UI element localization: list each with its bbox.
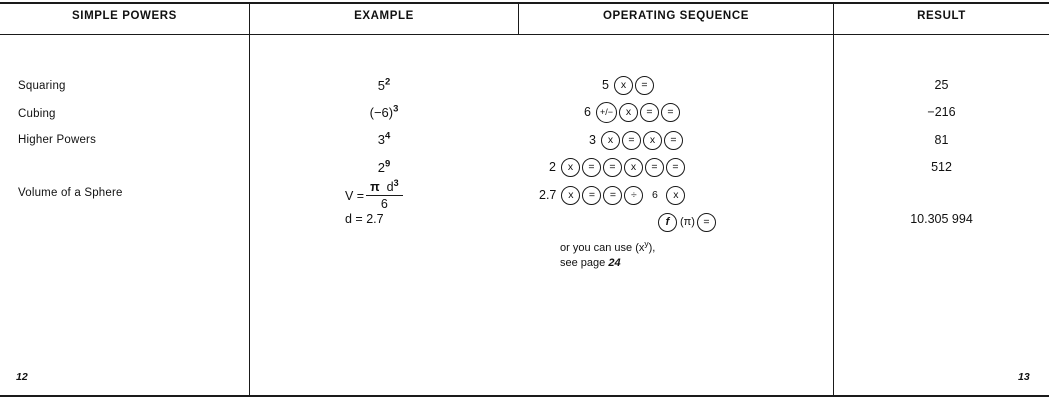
column-divider-1 — [249, 2, 250, 396]
key-pi-label: (π) — [680, 216, 695, 228]
formula-fraction — [366, 177, 403, 211]
page-number-right: 13 — [1018, 371, 1030, 383]
key-equals[interactable]: = — [582, 186, 601, 205]
column-divider-3 — [833, 2, 834, 396]
example-volume-given-d: d = 2.7 — [345, 212, 384, 226]
column-header-simple-powers: SIMPLE POWERS — [72, 10, 177, 22]
example-volume-formula — [345, 177, 405, 212]
sequence-entry-value: 3 — [589, 133, 596, 147]
row-label-higher-powers: Higher Powers — [18, 134, 97, 146]
result-higher-powers: 81 — [934, 133, 949, 147]
key-equals[interactable]: = — [664, 131, 683, 150]
example-cubing — [250, 105, 518, 120]
table-top-rule — [0, 2, 1049, 4]
sequence-higher-powers — [589, 130, 685, 150]
key-multiply[interactable]: x — [643, 131, 662, 150]
key-equals[interactable]: = — [635, 76, 654, 95]
sequence-note-line1 — [560, 238, 656, 256]
result-cubing: −216 — [927, 105, 956, 119]
key-equals[interactable]: = — [603, 186, 622, 205]
sequence-cubing — [584, 102, 682, 122]
column-header-operating-sequence: OPERATING SEQUENCE — [602, 10, 750, 22]
example-base: 5 — [377, 78, 385, 93]
sequence-note-line2 — [560, 256, 655, 271]
sequence-note — [560, 238, 656, 271]
sequence-entry-value: 2.7 — [539, 188, 557, 202]
key-multiply[interactable]: x — [601, 131, 620, 150]
note-page-reference: 24 — [608, 256, 621, 269]
example-exponent: 2 — [384, 76, 391, 88]
key-equals[interactable]: = — [640, 103, 659, 122]
note-see-page-text: see page — [560, 256, 609, 269]
row-label-squaring: Squaring — [18, 80, 66, 92]
example-exponent: 9 — [384, 158, 391, 170]
example-base: (−6) — [369, 105, 394, 120]
key-function-f[interactable]: f — [658, 213, 677, 232]
key-equals[interactable]: = — [582, 158, 601, 177]
sequence-volume-line2 — [658, 212, 718, 232]
key-digit-6: 6 — [651, 188, 658, 201]
formula-lhs: V = — [345, 188, 365, 203]
result-higher-powers-2: 512 — [931, 160, 952, 174]
example-exponent: 3 — [393, 103, 399, 115]
formula-d-exponent: 3 — [393, 177, 399, 188]
key-divide[interactable]: ÷ — [624, 186, 643, 205]
pi-symbol: π — [370, 180, 380, 194]
note-text-pre: or you can use (x — [560, 242, 645, 254]
key-equals[interactable]: = — [622, 131, 641, 150]
key-equals[interactable]: = — [666, 158, 685, 177]
key-multiply[interactable]: x — [619, 103, 638, 122]
formula-numerator — [366, 177, 403, 196]
row-label-cubing: Cubing — [18, 108, 56, 120]
row-label-volume-of-a-sphere: Volume of a Sphere — [18, 187, 123, 199]
column-header-example: EXAMPLE — [354, 10, 414, 22]
note-text-post: ), — [648, 242, 656, 254]
example-exponent: 4 — [384, 130, 391, 142]
column-header-result: RESULT — [917, 10, 966, 22]
result-squaring: 25 — [934, 78, 949, 92]
key-multiply[interactable]: x — [624, 158, 643, 177]
sequence-entry-value: 6 — [584, 105, 591, 119]
key-multiply[interactable]: x — [561, 186, 580, 205]
key-multiply[interactable]: x — [666, 186, 685, 205]
result-volume-of-a-sphere: 10.305 994 — [910, 212, 973, 226]
sequence-volume-line1 — [539, 185, 687, 205]
sequence-entry-value: 2 — [549, 160, 556, 174]
key-equals[interactable]: = — [661, 103, 680, 122]
key-equals[interactable]: = — [697, 213, 716, 232]
formula-denominator: 6 — [380, 197, 388, 211]
example-higher-powers — [250, 132, 518, 147]
table-bottom-rule — [0, 395, 1049, 397]
key-equals[interactable]: = — [645, 158, 664, 177]
table-header-rule — [0, 34, 1049, 35]
example-base: 2 — [377, 160, 385, 175]
example-higher-powers-2 — [250, 160, 518, 175]
sequence-higher-powers-2 — [549, 157, 687, 177]
example-squaring — [250, 78, 518, 93]
key-change-sign[interactable]: +/− — [596, 102, 617, 123]
key-equals[interactable]: = — [603, 158, 622, 177]
example-base: 3 — [377, 132, 385, 147]
formula-d: d — [386, 180, 394, 194]
sequence-entry-value: 5 — [602, 78, 609, 92]
sequence-squaring — [602, 75, 656, 95]
page-number-left: 12 — [16, 371, 28, 383]
key-multiply[interactable]: x — [561, 158, 580, 177]
note-text-sup: y — [644, 238, 649, 249]
key-multiply[interactable]: x — [614, 76, 633, 95]
